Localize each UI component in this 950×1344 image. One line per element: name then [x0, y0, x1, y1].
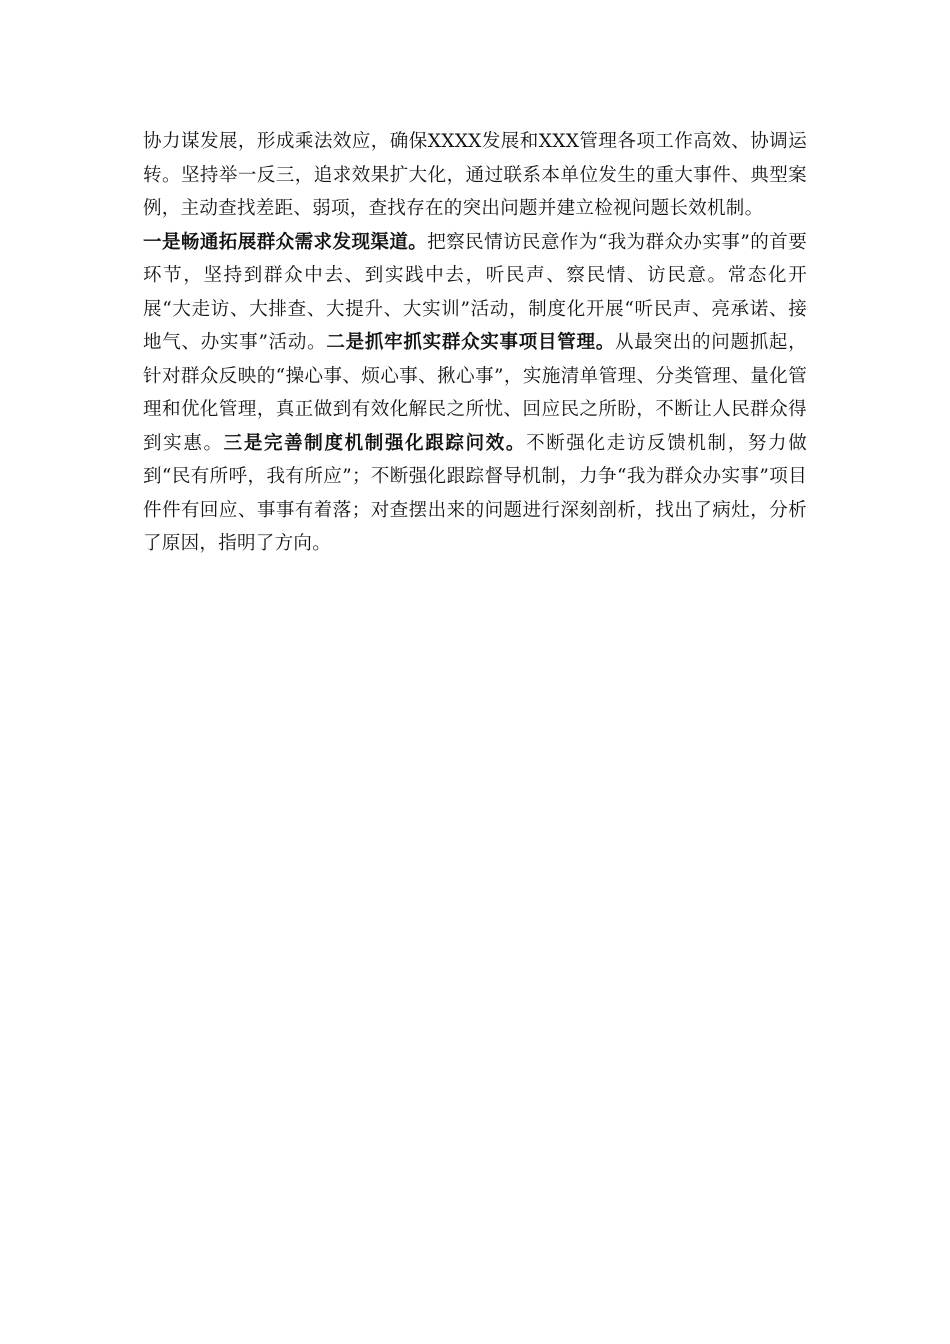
point-1-body: 把察民情访民意作为“我为群众办实事”的首要环节，坚持到群众中去、到实践中去，听民声、察民情、访民意。常态化开展“大走访、大排查、大提升、大实训”活动，制度化开展“听民声、亮承诺、接地气、办实事”活动。 — [143, 231, 807, 353]
point-2-heading: 二是抓牢抓实群众实事项目管理。 — [326, 332, 615, 353]
point-3-body: 不断强化走访反馈机制，努力做到“民有所呼，我有所应”；不断强化跟踪督导机制，力争“我为群众办实事”项目件件有回应、事事有着落；对查摆出来的问题进行深刻剖析，找出了病灶，分析了原因，指明了方向。 — [143, 432, 807, 554]
point-2-body: 从最突出的问题抓起，针对群众反映的“操心事、烦心事、揪心事”，实施清单管理、分类管理、量化管理和优化管理，真正做到有效化解民之所忧、回应民之所盼，不断让人民群众得到实惠。 — [143, 332, 807, 454]
point-1-heading: 一是畅通拓展群众需求发现渠道。 — [143, 231, 428, 253]
paragraph-measures — [143, 226, 807, 561]
paragraph-intro — [143, 125, 807, 226]
point-3-heading: 三是完善制度机制强化跟踪问效。 — [223, 432, 527, 454]
paragraph-intro-text: 协力谋发展，形成乘法效应，确保XXXX发展和XXX管理各项工作高效、协调运转。坚持举一反三，追求效果扩大化，通过联系本单位发生的重大事件、典型案例，主动查找差距、弱项，查找存在的突出问题并建立检视问题长效机制。 — [143, 131, 807, 219]
document-body — [143, 125, 807, 561]
